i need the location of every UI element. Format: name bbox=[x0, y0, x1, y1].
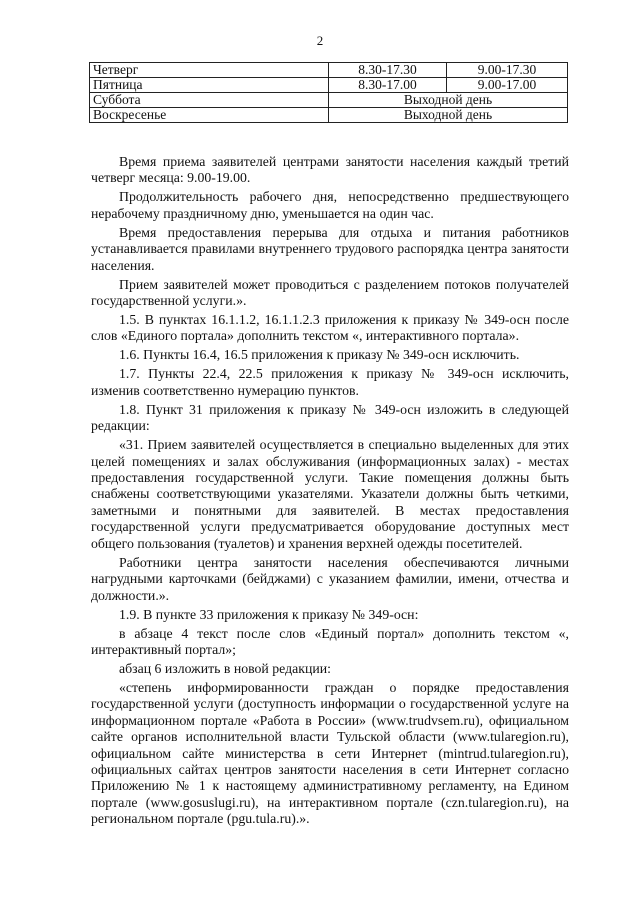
time-cell: 9.00-17.30 bbox=[447, 63, 568, 78]
paragraph: 1.9. В пункте 33 приложения к приказу № 349-осн: bbox=[119, 606, 419, 622]
document-body bbox=[91, 154, 569, 830]
time-cell: 9.00-17.00 bbox=[447, 78, 568, 93]
paragraph: Работники центра занятости населения обеспечиваются личными нагрудными карточками (бейджами) с указанием фамилии, имени, отчества и должности.». bbox=[91, 554, 569, 603]
table-row bbox=[90, 93, 568, 108]
paragraph: абзац 6 изложить в новой редакции: bbox=[119, 660, 331, 676]
paragraph: 1.7. Пункты 22.4, 22.5 приложения к приказу № 349-осн исключить, изменив соответственно нумерацию пунктов. bbox=[91, 366, 569, 398]
day-off-cell: Выходной день bbox=[329, 93, 568, 108]
paragraph: «31. Прием заявителей осуществляется в специально выделенных для этих целей помещениях и залах обслуживания (информационных залах) - местах предоставления государственной услуги. Такие помещения должны быть снабжены соответствующими указателями. Указатели должны быть четкими, заметными и понятными для заявителей. В местах предоставления государственной услуги предусматривается оборудование доступных мест общего пользования (туалетов) и хранения верхней одежды посетителей. bbox=[91, 437, 569, 551]
day-cell: Пятница bbox=[90, 78, 329, 93]
day-cell: Воскресенье bbox=[90, 108, 329, 123]
day-off-cell: Выходной день bbox=[329, 108, 568, 123]
day-cell: Четверг bbox=[90, 63, 329, 78]
paragraph: 1.6. Пункты 16.4, 16.5 приложения к приказу № 349-осн исключить. bbox=[119, 347, 520, 363]
paragraph: «степень информированности граждан о порядке предоставления государственной услуги (доступность информации о государственной услуге на информационном портале «Работа в России» (www.trudvsem.ru), официальном сайте органов исполнительной власти Тульской области (www.tularegion.ru), официальном сайте министерства в сети Интернет (mintrud.tularegion.ru), официальных сайтах центров занятости населения в сети Интернет согласно Приложению № 1 к настоящему административному регламенту, на Едином портале (www.gosuslugi.ru), на интерактивном портале (czn.tularegion.ru), на региональном портале (pgu.tula.ru).». bbox=[91, 679, 569, 827]
schedule-table bbox=[89, 62, 568, 123]
paragraph: Прием заявителей может проводиться с разделением потоков получателей государственной услуги.». bbox=[91, 276, 569, 309]
table-row bbox=[90, 63, 568, 78]
table-row bbox=[90, 108, 568, 123]
paragraph: в абзаце 4 текст после слов «Единый портал» дополнить текстом «, интерактивный портал»; bbox=[91, 625, 569, 657]
paragraph: Продолжительность рабочего дня, непосредственно предшествующего нерабочему праздничному дню, уменьшается на один час. bbox=[91, 189, 569, 221]
table-row bbox=[90, 78, 568, 93]
time-cell: 8.30-17.00 bbox=[329, 78, 447, 93]
time-cell: 8.30-17.30 bbox=[329, 63, 447, 78]
paragraph: 1.8. Пункт 31 приложения к приказу № 349-осн изложить в следующей редакции: bbox=[91, 401, 569, 434]
paragraph: Время приема заявителей центрами занятости населения каждый третий четверг месяца: 9.00-19.00. bbox=[91, 154, 569, 186]
page-number: 2 bbox=[316, 33, 324, 48]
day-cell: Суббота bbox=[90, 93, 329, 108]
paragraph: 1.5. В пунктах 16.1.1.2, 16.1.1.2.3 приложения к приказу № 349-осн после слов «Единого портала» дополнить текстом «, интерактивного портала». bbox=[91, 312, 569, 344]
paragraph: Время предоставления перерыва для отдыха и питания работников устанавливается правилами внутреннего трудового распорядка центра занятости населения. bbox=[91, 224, 569, 273]
